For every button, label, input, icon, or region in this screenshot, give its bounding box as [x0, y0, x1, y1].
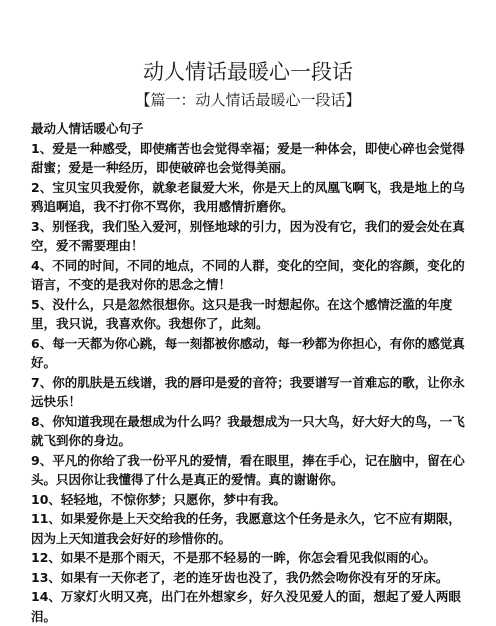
list-item: 13、如果有一天你老了，老的连牙齿也没了，我仍然会吻你没有牙的牙床。 [31, 569, 449, 585]
list-item: 1、爱是一种感受，即使痛苦也会觉得幸福；爱是一种体会，即使心碎也会觉得甜蜜；爱是一种经历，即使破碎也会觉得美丽。 [31, 140, 465, 175]
section-heading: 最动人情话暖心句子 [31, 121, 144, 136]
document-body [31, 119, 471, 626]
list-item: 7、你的肌肤是五线谱，我的唇印是爱的音符；我要谱写一首难忘的歌，让你永远快乐！ [31, 374, 465, 409]
list-item: 14、万家灯火明又亮，出门在外想家乡，好久没见爱人的面，想起了爱人两眼泪。 [31, 589, 461, 624]
list-item: 10、轻轻地，不惊你梦；只愿你，梦中有我。 [31, 491, 286, 507]
document-subtitle: 【篇一：动人情话最暖心一段话】 [135, 91, 361, 109]
document-title: 动人情话最暖心一段话 [143, 60, 353, 84]
list-item: 5、没什么，只是忽然很想你。这只是我一时想起你。在这个感情泛滥的年度里，我只说，我喜欢你。我想你了，此刻。 [31, 296, 453, 331]
list-item: 9、平凡的你给了我一份平凡的爱情，看在眼里，捧在手心，记在脑中，留在心头。只因你让我懂得了什么是真正的爱情。真的谢谢你。 [31, 452, 465, 487]
list-item: 8、你知道我现在最想成为什么吗？我最想成为一只大鸟，好大好大的鸟，一飞就飞到你的身边。 [31, 413, 465, 448]
list-item: 11、如果爱你是上天交给我的任务，我愿意这个任务是永久，它不应有期限，因为上天知道我会好好的珍惜你的。 [31, 511, 461, 546]
list-item: 3、别怪我，我们坠入爱河，别怪地球的引力，因为没有它，我们的爱会处在真空，爱不需要理由！ [31, 218, 465, 253]
list-item: 6、每一天都为你心跳，每一刻都被你感动，每一秒都为你担心，有你的感觉真好。 [31, 335, 465, 370]
list-item: 4、不同的时间，不同的地点，不同的人群，变化的空间，变化的容颜，变化的语言，不变的是我对你的思念之情！ [31, 257, 465, 292]
list-item: 2、宝贝宝贝我爱你，就象老鼠爱大米，你是天上的凤凰飞啊飞，我是地上的乌鸦追啊追，我不打你不骂你，我用感情折磨你。 [31, 179, 465, 214]
list-item: 12、如果不是那个雨天，不是那不轻易的一眸，你怎会看见我似雨的心。 [31, 550, 436, 565]
